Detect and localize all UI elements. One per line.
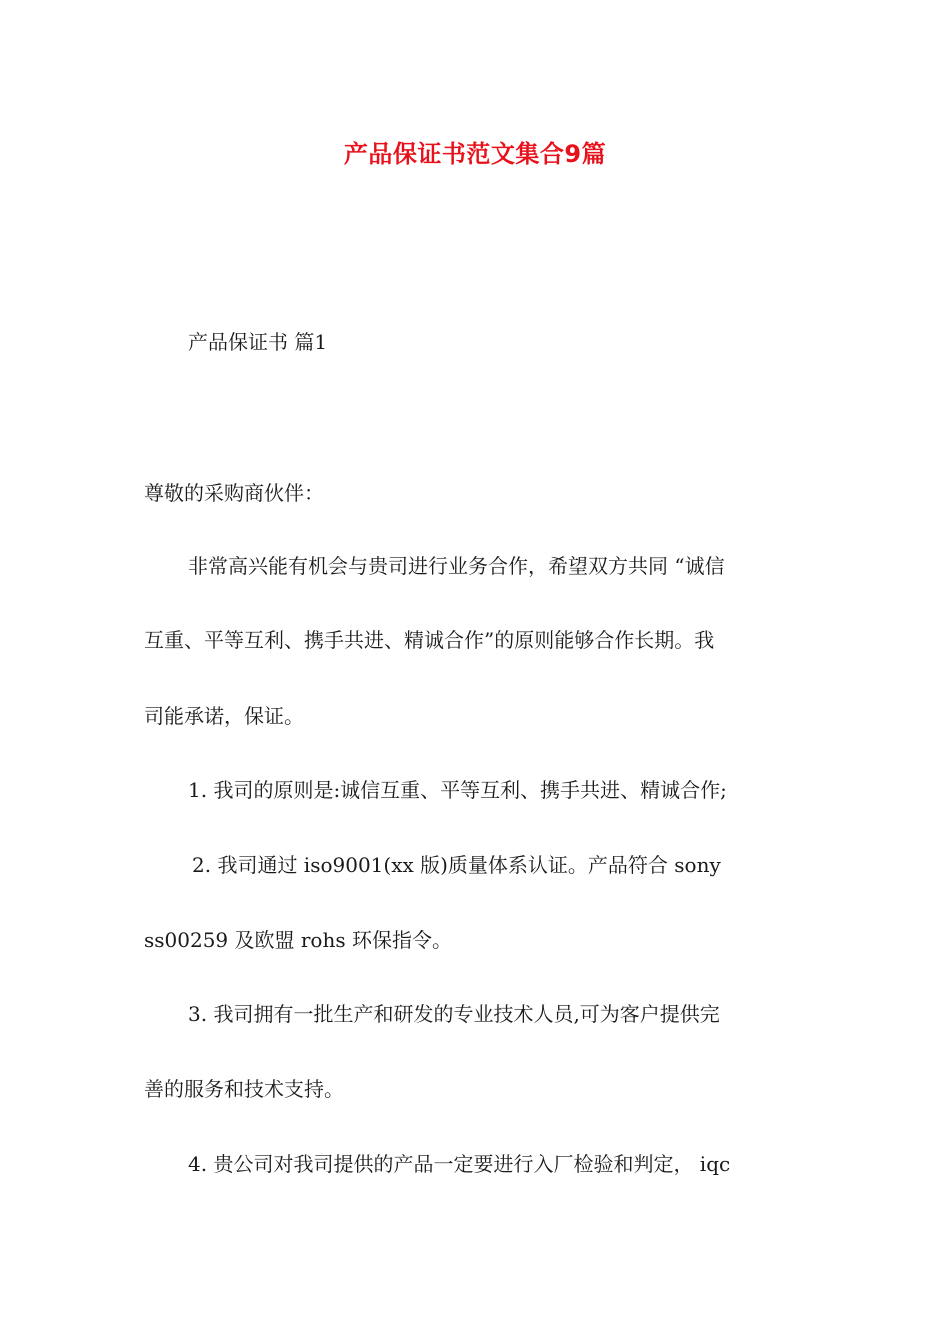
list-item-4: 4. 贵公司对我司提供的产品一定要进行入厂检验和判定， iqc (188, 1152, 731, 1176)
paragraph-line: 互重、平等互利、携手共进、精诚合作”的原则能够合作长期。我 (144, 628, 715, 652)
list-item-2-continuation: ss00259 及欧盟 rohs 环保指令。 (144, 928, 452, 952)
section-heading: 产品保证书 篇1 (188, 330, 328, 354)
list-item-2: 2. 我司通过 iso9001(xx 版)质量体系认证。产品符合 sony (192, 853, 721, 877)
paragraph-line: 司能承诺，保证。 (144, 704, 304, 728)
list-item-3-continuation: 善的服务和技术支持。 (144, 1077, 344, 1101)
salutation: 尊敬的采购商伙伴： (144, 481, 324, 505)
list-item-1: 1. 我司的原则是:诚信互重、平等互利、携手共进、精诚合作; (188, 778, 727, 802)
paragraph-line: 非常高兴能有机会与贵司进行业务合作，希望双方共同 “诚信 (188, 554, 725, 578)
list-item-3: 3. 我司拥有一批生产和研发的专业技术人员,可为客户提供完 (188, 1002, 720, 1026)
document-title: 产品保证书范文集合9篇 (343, 140, 607, 168)
